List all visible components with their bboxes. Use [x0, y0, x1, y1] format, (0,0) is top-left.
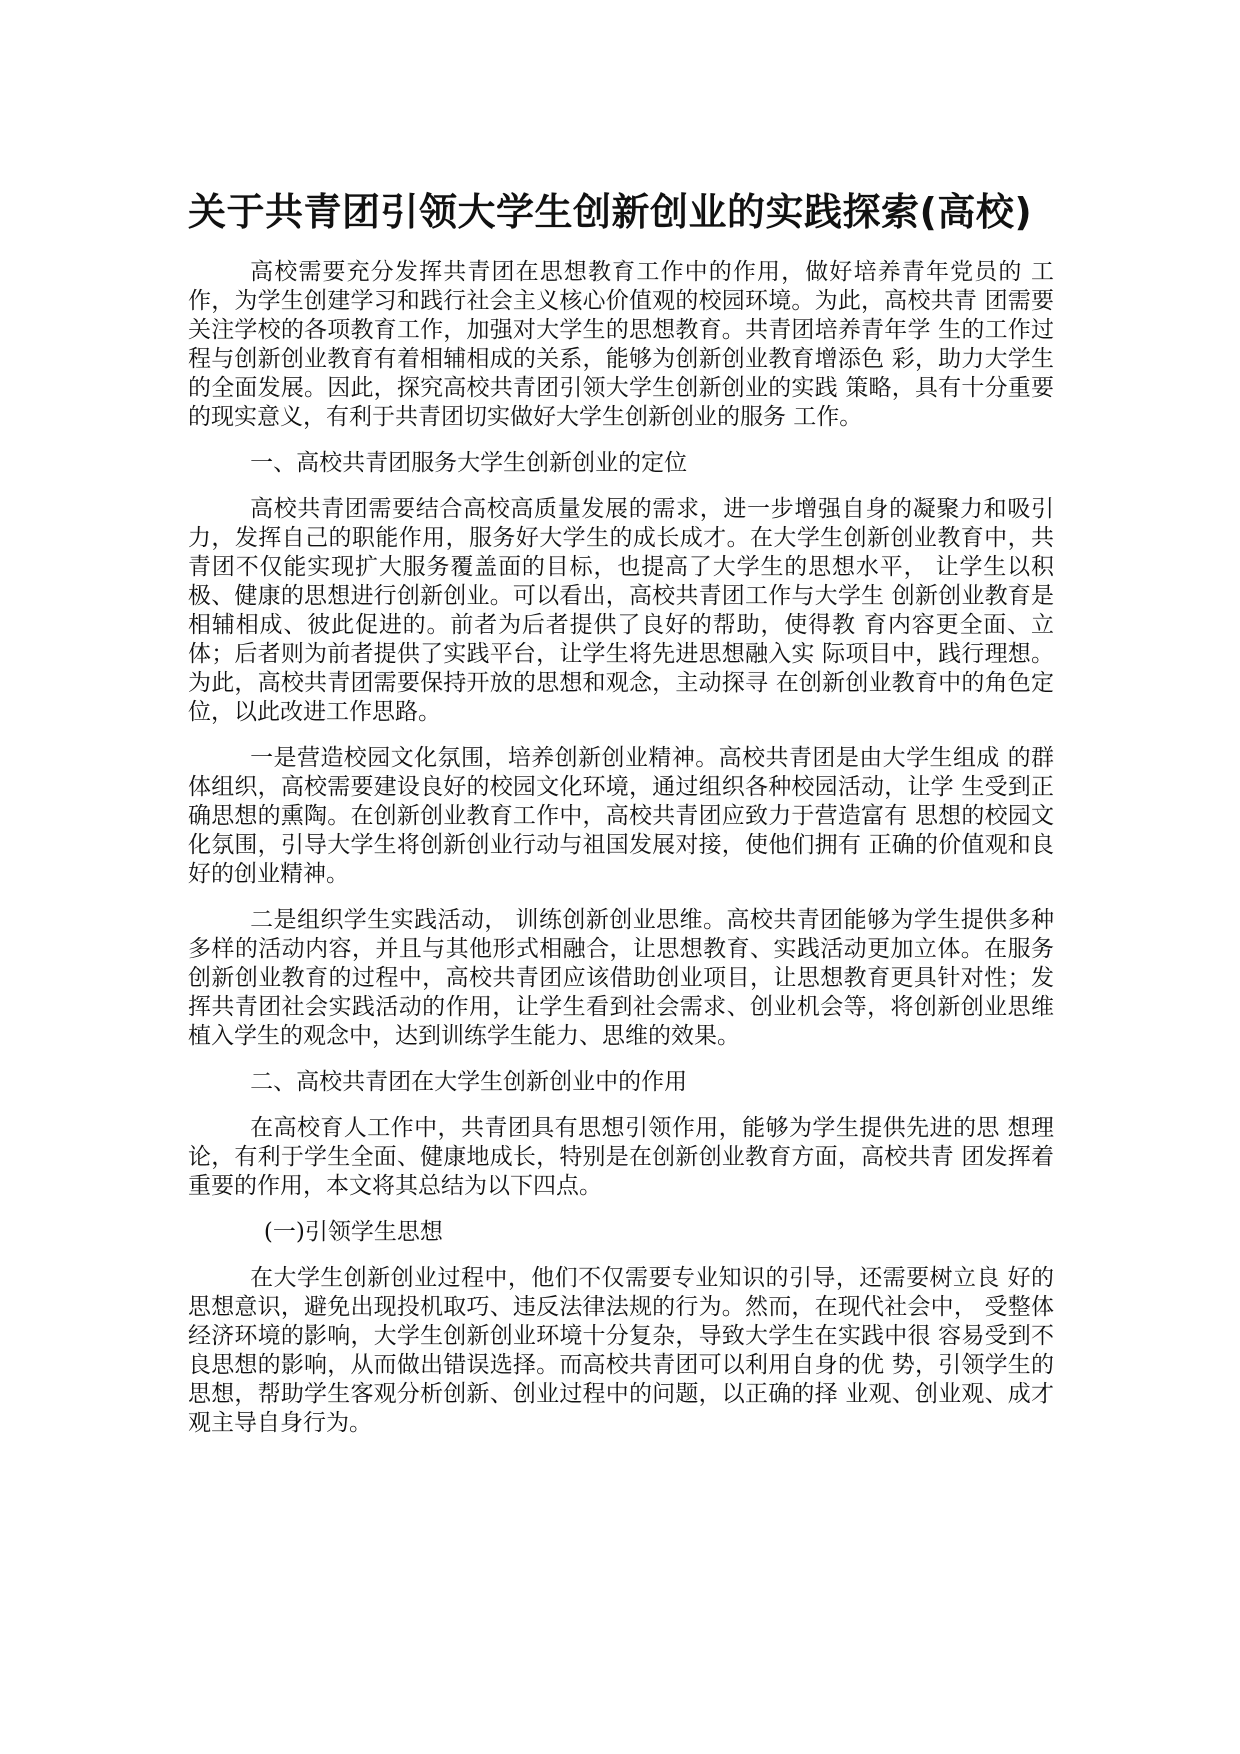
document-title: 关于共青团引领大学生创新创业的实践探索(高校)	[188, 190, 1033, 234]
intro-paragraph: 高校需要充分发挥共青团在思想教育工作中的作用，做好培养青年党员的 工作，为学生创建学习和践行社会主义核心价值观的校园环境。为此，高校共青 团需要关注学校的各项教育工作，加强对大学生的思想教育。共青团培养青年学 生的工作过程与创新创业教育有着相辅相成的关系，能够为创新创业教育增添色 彩，助力大学生的全面发展。因此，探究高校共青团引领大学生创新创业的实践 策略，具有十分重要的现实意义，有利于共青团切实做好大学生创新创业的服务 工作。	[188, 259, 1054, 430]
thought-leading-paragraph: 在大学生创新创业过程中，他们不仅需要专业知识的引导，还需要树立良 好的思想意识，避免出现投机取巧、违反法律法规的行为。然而，在现代社会中， 受整体经济环境的影响，大学生创新创业环境十分复杂，导致大学生在实践中很 容易受到不良思想的影响，从而做出错误选择。而高校共青团可以利用自身的优 势，引领学生的思想，帮助学生客观分析创新、创业过程中的问题，以正确的择 业观、创业观、成才观主导自身行为。	[188, 1265, 1054, 1436]
positioning-paragraph: 高校共青团需要结合高校高质量发展的需求，进一步增强自身的凝聚力和吸引力，发挥自己的职能作用，服务好大学生的成长成才。在大学生创新创业教育中，共青团不仅能实现扩大服务覆盖面的目标，也提高了大学生的思想水平， 让学生以积极、健康的思想进行创新创业。可以看出，高校共青团工作与大学生 创新创业教育是相辅相成、彼此促进的。前者为后者提供了良好的帮助，使得教 育内容更全面、立体；后者则为前者提供了实践平台，让学生将先进思想融入实 际项目中，践行理想。为此，高校共青团需要保持开放的思想和观念，主动探寻 在创新创业教育中的角色定位，以此改进工作思路。	[188, 496, 1054, 725]
role-paragraph: 在高校育人工作中，共青团具有思想引领作用，能够为学生提供先进的思 想理论，有利于学生全面、健康地成长，特别是在创新创业教育方面，高校共青 团发挥着重要的作用，本文将其总结为以下四点。	[188, 1115, 1054, 1199]
practice-paragraph: 二是组织学生实践活动， 训练创新创业思维。高校共青团能够为学生提供多种多样的活动内容，并且与其他形式相融合，让思想教育、实践活动更加立体。在服务创新创业教育的过程中，高校共青团应该借助创业项目，让思想教育更具针对性；发挥共青团社会实践活动的作用，让学生看到社会需求、创业机会等，将创新创业思维植入学生的观念中，达到训练学生能力、思维的效果。	[188, 907, 1054, 1049]
subsection-heading-1: (一)引领学生思想	[263, 1219, 443, 1245]
section-heading-2: 二、高校共青团在大学生创新创业中的作用	[250, 1069, 688, 1095]
document-body	[188, 258, 1054, 1455]
culture-paragraph: 一是营造校园文化氛围，培养创新创业精神。高校共青团是由大学生组成 的群体组织，高校需要建设良好的校园文化环境，通过组织各种校园活动，让学 生受到正确思想的熏陶。在创新创业教育工作中，高校共青团应致力于营造富有 思想的校园文化氛围，引导大学生将创新创业行动与祖国发展对接，使他们拥有 正确的价值观和良好的创业精神。	[188, 745, 1054, 887]
section-heading-1: 一、高校共青团服务大学生创新创业的定位	[250, 450, 688, 476]
